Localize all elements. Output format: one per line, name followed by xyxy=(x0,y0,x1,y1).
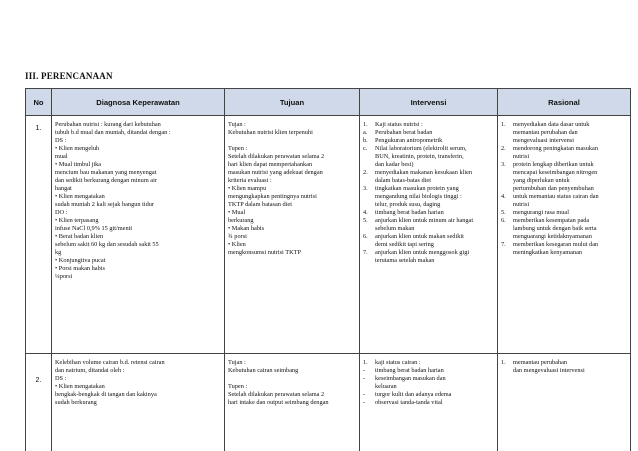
list-item-line: meningkatkan kenyamanan xyxy=(513,249,583,256)
list-item-label: 3. xyxy=(363,185,368,192)
list-item-line: pertumbuhan dan penyembuhan xyxy=(513,185,594,192)
row-number: 2. xyxy=(26,354,52,451)
list-item-text xyxy=(513,241,627,257)
list-item-line: telur, produk susu, daging xyxy=(375,201,441,208)
list-item-line: memantau perubahan dan xyxy=(513,129,578,136)
list-item-text xyxy=(513,161,627,193)
list-item xyxy=(501,359,627,375)
cell-line: • Porsi makan habis xyxy=(55,265,105,272)
list-item-line: Perubahan berat badan xyxy=(375,129,433,136)
cell-line: Tupen : xyxy=(228,145,248,152)
list-item-text xyxy=(513,121,627,145)
list-item-line: keseimbangan masukan dan xyxy=(375,375,446,382)
list-item xyxy=(501,217,627,241)
list-item-text xyxy=(375,249,494,265)
list-item-line: menyediakan data dasar untuk xyxy=(513,121,590,128)
list-item xyxy=(501,241,627,257)
cell-line: bengkak-bengkak di tangan dan kakinya xyxy=(55,391,157,398)
list-item-text xyxy=(375,375,494,391)
cell-line: DS : xyxy=(55,137,67,144)
header-diagnosis: Diagnosa Keperawatan xyxy=(52,89,225,116)
list-item-line: mengandung nilai biologis tinggi : xyxy=(375,193,462,200)
cell-line: mengkonsumsi nutrisi TKTP xyxy=(228,249,302,256)
header-intervention: Intervensi xyxy=(360,89,498,116)
cell-line: Kelebihan volume cairan b.d. retensi cairan xyxy=(55,359,165,366)
cell-line: infuse NaCl 0,9% 15 gtt/menit xyxy=(55,225,133,232)
list-item-text xyxy=(375,185,494,209)
list-item-label: 4. xyxy=(363,209,368,216)
list-item-text xyxy=(375,233,494,249)
cell-line: mengungkapkan pentingnya nutrisi xyxy=(228,193,317,200)
list-item-label: 1. xyxy=(363,121,368,128)
list-item-line: observasi tanda-tanda vital xyxy=(375,399,443,406)
planning-table xyxy=(25,88,631,451)
list-item-text xyxy=(375,217,494,233)
list-item-label: - xyxy=(363,391,366,398)
list-item-label: - xyxy=(363,399,366,406)
cell-line: DO : xyxy=(55,209,68,216)
list-item-text xyxy=(375,367,494,375)
cell-line: Tupen : xyxy=(228,383,248,390)
list-item-text xyxy=(513,145,627,161)
list-item-label: 4. xyxy=(501,193,506,200)
cell-line: dan sedikit berkurang dengan minum air xyxy=(55,177,157,184)
list-item-line: timbang berat badan harian xyxy=(375,367,444,374)
list-item-text xyxy=(375,145,494,169)
list-item-line: keluaran xyxy=(375,383,397,390)
header-no: No xyxy=(26,89,52,116)
list-item xyxy=(363,137,494,145)
cell-line: • Konjungtiva pucat xyxy=(55,257,106,264)
cell-line: tubuh b.d mual dan muntah, ditandai dengan : xyxy=(55,129,171,136)
list-item-label: 1. xyxy=(363,359,368,366)
table-row xyxy=(26,354,631,451)
cell-line: Perubahan nutrisi : kurang dari kebutuhan xyxy=(55,121,161,128)
list-item-line: menyediakan makanan kesukaan klien xyxy=(375,169,473,176)
cell-line: mual xyxy=(55,153,68,160)
list-item xyxy=(363,129,494,137)
list-item-label: 2. xyxy=(363,169,368,176)
list-item xyxy=(501,209,627,217)
cell-line: • Klien mampu xyxy=(228,185,267,192)
cell-line: • Makan habis xyxy=(228,225,265,232)
cell-line: sebelum sakit 60 kg dan sesudah sakit 55 xyxy=(55,241,159,248)
cell-line xyxy=(228,137,356,145)
cell-line: Setelah dilakukan perawatan selama 2 xyxy=(228,391,325,398)
list-item-line: kaji status cairan : xyxy=(375,359,421,366)
cell-line: • Klien xyxy=(228,241,246,248)
list-item-line: timbang berat badan harian xyxy=(375,209,444,216)
list-item-line: BUN, kreatinin, protein, transferin, xyxy=(375,153,464,160)
cell-line: • Berat badan klien xyxy=(55,233,104,240)
cell-line: • Klien terpasang xyxy=(55,217,99,224)
list-item-label: 5. xyxy=(501,209,506,216)
cell-line: TKTP dalam batasan diet xyxy=(228,201,292,208)
list-item xyxy=(363,169,494,185)
cell-line: Tujan : xyxy=(228,121,246,128)
table-header-row xyxy=(26,89,631,116)
list-item-text xyxy=(375,209,494,217)
list-item-text xyxy=(375,399,494,407)
list-item-line: memberikan kesegaran mulut dan xyxy=(513,241,599,248)
cell-line: • Klien mengatakan xyxy=(55,193,105,200)
list-item-label: 5. xyxy=(363,217,368,224)
list-item-line: nutrisi xyxy=(513,153,530,160)
list-item xyxy=(363,185,494,209)
list-item-text xyxy=(375,121,494,129)
cell-line: hangat xyxy=(55,185,72,192)
row-number: 1. xyxy=(26,116,52,354)
list-item-line: dan mengevaluasi intervensi xyxy=(513,367,585,374)
list-item-line: protein lengkap diberikan untuk xyxy=(513,161,594,168)
list-item-text xyxy=(375,359,494,367)
list-item-label: - xyxy=(363,375,366,382)
cell-line: masukan nutrisi yang adekuat dengan xyxy=(228,169,323,176)
header-rationale: Rasional xyxy=(498,89,631,116)
list-item-label: 6. xyxy=(501,217,506,224)
cell-line: sudah berkurang xyxy=(55,399,97,406)
list-item-text xyxy=(375,137,494,145)
header-goal: Tujuan xyxy=(225,89,360,116)
list-item-line: untuk memantau status cairan dan xyxy=(513,193,599,200)
list-item-line: dalam batas-batas diet xyxy=(375,177,431,184)
list-item-line: turgor kulit dan adanya edema xyxy=(375,391,452,398)
goal-cell xyxy=(225,116,360,354)
list-item-line: nutrisi xyxy=(513,201,530,208)
list-item-text xyxy=(513,217,627,241)
cell-line: • Klien mengeluh xyxy=(55,145,100,152)
list-item xyxy=(363,249,494,265)
rationale-cell xyxy=(498,354,631,451)
list-item-text xyxy=(513,193,627,209)
list-item-line: lambung untuk dengan baik serta xyxy=(513,225,597,232)
cell-line: berkurang xyxy=(228,217,254,224)
list-item-label: 3. xyxy=(501,161,506,168)
list-item-label: 1. xyxy=(501,359,506,366)
list-item xyxy=(363,209,494,217)
cell-line: ¼porsi xyxy=(55,273,73,280)
list-item xyxy=(501,121,627,145)
list-item xyxy=(363,217,494,233)
list-item-line: Kaji status nutrisi : xyxy=(375,121,423,128)
list-item-line: mengevaluasi intervensi xyxy=(513,137,575,144)
list-item xyxy=(501,161,627,193)
cell-line: Kebutuhan nutrisi klien terpenuhi xyxy=(228,129,313,136)
list-item-line: tingkatkan masukan protein yang xyxy=(375,185,459,192)
list-item-label: b. xyxy=(363,137,368,144)
list-item-line: mengurangi rasa mual xyxy=(513,209,569,216)
list-item xyxy=(363,233,494,249)
list-item xyxy=(363,399,494,407)
intervention-cell xyxy=(360,116,498,354)
list-item xyxy=(363,367,494,375)
list-item-text xyxy=(375,169,494,185)
list-item-line: demi sedikit tapi sering xyxy=(375,241,434,248)
cell-line xyxy=(228,375,356,383)
list-item xyxy=(363,359,494,367)
list-item xyxy=(363,391,494,399)
list-item-label: - xyxy=(363,367,366,374)
intervention-cell xyxy=(360,354,498,451)
list-item-line: menguarangi ketidaknyamanan xyxy=(513,233,592,240)
rationale-cell xyxy=(498,116,631,354)
list-item-label: 7. xyxy=(501,241,506,248)
list-item-label: 7. xyxy=(363,249,368,256)
section-title: III. PERENCANAAN xyxy=(25,71,113,81)
list-item-line: yang diperlukan untuk xyxy=(513,177,570,184)
cell-line: kg xyxy=(55,249,62,256)
list-item-text xyxy=(513,359,627,375)
list-item xyxy=(363,375,494,391)
diagnosis-cell xyxy=(52,116,225,354)
list-item xyxy=(501,193,627,209)
list-item-label: 2. xyxy=(501,145,506,152)
list-item-text xyxy=(375,391,494,399)
diagnosis-cell xyxy=(52,354,225,451)
cell-line: • Klien mengatakan xyxy=(55,383,105,390)
cell-line: • Mual xyxy=(228,209,246,216)
list-item xyxy=(363,121,494,129)
list-item-text xyxy=(375,129,494,137)
table-row xyxy=(26,116,631,354)
list-item-line: anjurkan klien untuk minum air hangat xyxy=(375,217,474,224)
list-item-line: terutama setelah makan xyxy=(375,257,435,264)
cell-line: • Mual timbul jika xyxy=(55,161,102,168)
cell-line: sudah muntah 2 kali sejak bangun tidur xyxy=(55,201,154,208)
list-item-line: Pengukuran antropometrik xyxy=(375,137,443,144)
list-item-line: memantau perubahan xyxy=(513,359,568,366)
list-item-line: mendorong peningkatan masukan xyxy=(513,145,598,152)
cell-line: kriteria evaluasi : xyxy=(228,177,272,184)
cell-line: hari klien dapat mempertahankan xyxy=(228,161,313,168)
cell-line: mencium bau makanan yang menyengat xyxy=(55,169,157,176)
list-item-label: 1. xyxy=(501,121,506,128)
list-item-label: a. xyxy=(363,129,368,136)
list-item-line: Nilai laboratorium (elektrolit serum, xyxy=(375,145,467,152)
list-item-line: dan kadar besi) xyxy=(375,161,414,168)
list-item-line: anjurkan klien untuk menggosok gigi xyxy=(375,249,470,256)
cell-line: DS : xyxy=(55,375,67,382)
cell-line: dan natrium, ditandai oleh : xyxy=(55,367,125,374)
list-item-line: mencapai keseimbangan nitrogen xyxy=(513,169,598,176)
cell-line: ¾ porsi xyxy=(228,233,247,240)
list-item-line: memberikan kesempatan pada xyxy=(513,217,590,224)
goal-cell xyxy=(225,354,360,451)
cell-line: hari intake dan output seimbang dengan xyxy=(228,399,329,406)
cell-line: Tujan : xyxy=(228,359,246,366)
list-item-label: 6. xyxy=(363,233,368,240)
cell-line: Kebutuhan cairan seimbang xyxy=(228,367,299,374)
list-item-line: anjurkan klien untuk makan sedikit xyxy=(375,233,464,240)
list-item-text xyxy=(513,209,627,217)
list-item-line: sebelum makan xyxy=(375,225,415,232)
list-item xyxy=(363,145,494,169)
list-item xyxy=(501,145,627,161)
list-item-label: c. xyxy=(363,145,368,152)
cell-line: Setelah dilakukan perawatan selama 2 xyxy=(228,153,325,160)
